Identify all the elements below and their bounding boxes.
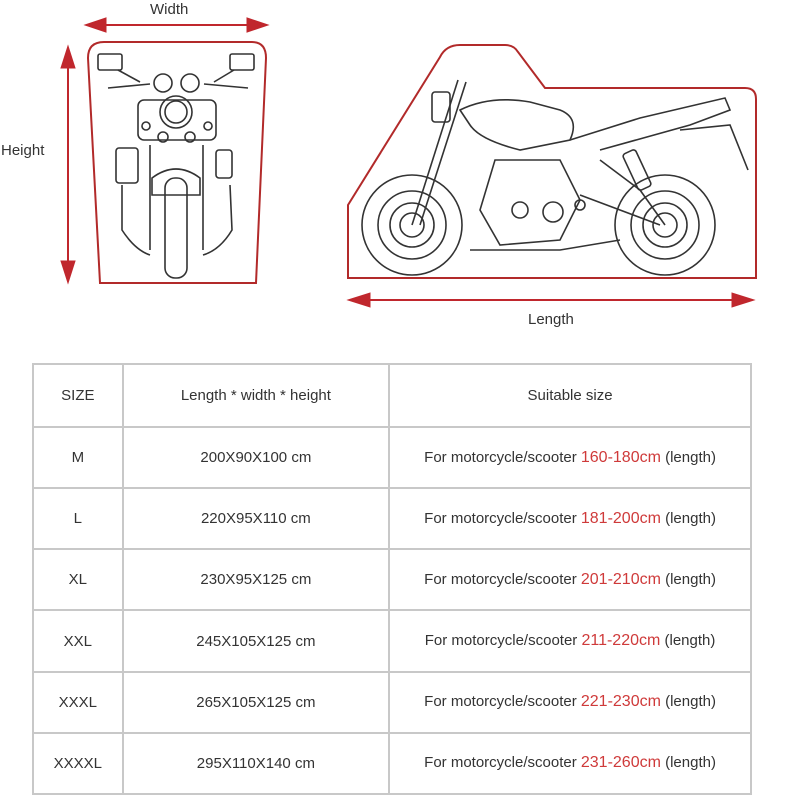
width-label: Width [150, 1, 189, 18]
suitable-suffix: (length) [664, 632, 716, 650]
suitable-suffix: (length) [665, 693, 716, 711]
dimensions-cell: 200X90X100 cm [123, 427, 389, 488]
table-header-row [33, 364, 751, 427]
suitable-suffix: (length) [665, 754, 716, 772]
height-label: Height [1, 142, 45, 159]
length-range: 181-200cm [580, 509, 661, 527]
size-cell: XXL [33, 610, 123, 671]
width-arrow-icon [85, 18, 268, 32]
suitable-cell [389, 488, 751, 549]
size-cell: L [33, 488, 123, 549]
suitable-cell [389, 549, 751, 610]
length-range: 211-220cm [581, 632, 661, 650]
suitable-cell [389, 733, 751, 794]
suitable-suffix: (length) [665, 448, 716, 466]
dimensions-cell: 265X105X125 cm [123, 672, 389, 733]
dimension-diagram [0, 0, 800, 360]
table-row [33, 733, 751, 794]
size-cell: XXXL [33, 672, 123, 733]
front-cover-outline [88, 42, 266, 283]
suitable-cell [389, 672, 751, 733]
dimensions-cell: 245X105X125 cm [123, 610, 389, 671]
length-range: 201-210cm [580, 570, 661, 588]
length-arrow-icon [348, 293, 754, 307]
size-cell: M [33, 427, 123, 488]
dimensions-cell: 220X95X110 cm [123, 488, 389, 549]
height-arrow-icon [61, 46, 75, 283]
table-row [33, 549, 751, 610]
suitable-prefix: For motorcycle/scooter [424, 448, 577, 466]
length-range: 160-180cm [580, 448, 661, 466]
side-cover-outline [348, 45, 756, 278]
suitable-prefix: For motorcycle/scooter [424, 509, 577, 527]
suitable-suffix: (length) [665, 509, 716, 527]
size-cell: XL [33, 549, 123, 610]
header-size: SIZE [33, 364, 123, 427]
table-row [33, 610, 751, 671]
suitable-prefix: For motorcycle/scooter [424, 693, 577, 711]
suitable-prefix: For motorcycle/scooter [424, 570, 577, 588]
length-range: 221-230cm [580, 693, 661, 711]
size-cell: XXXXL [33, 733, 123, 794]
length-range: 231-260cm [580, 754, 661, 772]
suitable-cell [389, 610, 751, 671]
size-table [32, 363, 752, 795]
header-dimensions: Length * width * height [123, 364, 389, 427]
dimensions-cell: 295X110X140 cm [123, 733, 389, 794]
side-motorcycle-icon [362, 80, 748, 275]
table-row [33, 672, 751, 733]
header-suitable-size: Suitable size [389, 364, 751, 427]
table-row [33, 427, 751, 488]
length-label: Length [528, 311, 574, 328]
dimensions-cell: 230X95X125 cm [123, 549, 389, 610]
front-motorcycle-icon [98, 54, 254, 278]
suitable-prefix: For motorcycle/scooter [424, 632, 578, 650]
suitable-suffix: (length) [665, 570, 716, 588]
suitable-prefix: For motorcycle/scooter [424, 754, 577, 772]
table-row [33, 488, 751, 549]
suitable-cell [389, 427, 751, 488]
